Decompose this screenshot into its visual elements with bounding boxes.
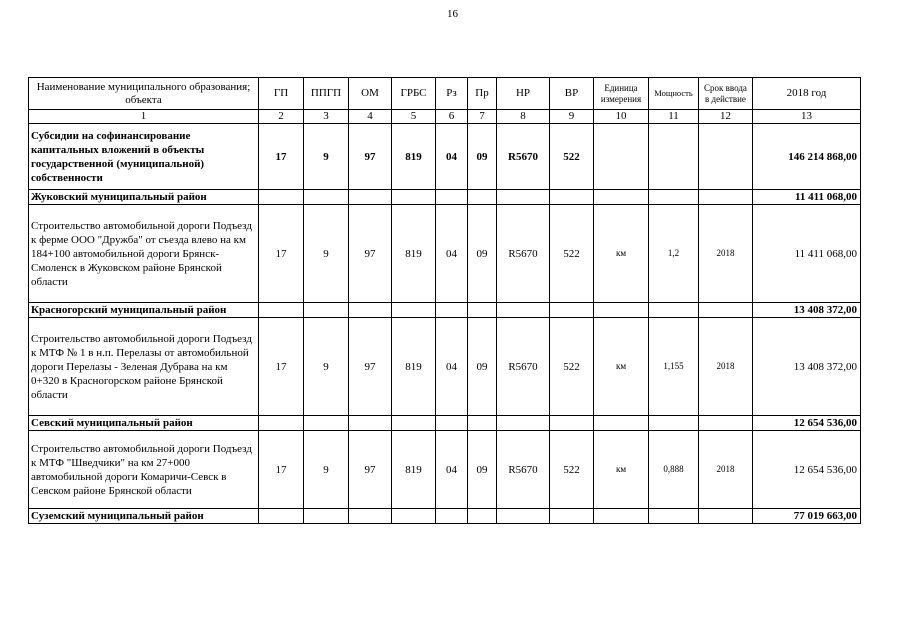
cell-capacity — [649, 124, 699, 190]
header-ppgp: ППГП — [304, 78, 349, 110]
header-nr: НР — [497, 78, 550, 110]
cell-amount: 13 408 372,00 — [753, 303, 861, 318]
col-num: 2 — [259, 110, 304, 124]
cell-unit: км — [594, 318, 649, 416]
cell-vr: 522 — [550, 431, 594, 509]
cell-deadline: 2018 — [699, 431, 753, 509]
column-number-row — [29, 110, 861, 124]
col-num: 9 — [550, 110, 594, 124]
col-num: 8 — [497, 110, 550, 124]
row-name: Строительство автомобильной дороги Подъезд к МТФ № 1 в н.п. Перелазы от автомобильной дороги Перелазы - Зеленая Дубрава на км 0+320 в Красногорском районе Брянской области — [29, 318, 259, 416]
cell-rz: 04 — [436, 318, 468, 416]
cell-nr: R5670 — [497, 431, 550, 509]
col-num: 4 — [349, 110, 392, 124]
cell-gp: 17 — [259, 205, 304, 303]
cell-rz: 04 — [436, 205, 468, 303]
header-vr: ВР — [550, 78, 594, 110]
subsidies-table — [28, 77, 861, 524]
cell-grbs: 819 — [392, 124, 436, 190]
header-pr: Пр — [468, 78, 497, 110]
header-rz: Рз — [436, 78, 468, 110]
row-name: Жуковский муниципальный район — [29, 190, 259, 205]
header-deadline: Срок ввода в действие — [699, 78, 753, 110]
header-gp: ГП — [259, 78, 304, 110]
col-num: 3 — [304, 110, 349, 124]
col-num: 6 — [436, 110, 468, 124]
header-om: ОМ — [349, 78, 392, 110]
cell-om: 97 — [349, 318, 392, 416]
header-year: 2018 год — [753, 78, 861, 110]
table-row — [29, 416, 861, 431]
cell-amount: 12 654 536,00 — [753, 431, 861, 509]
header-name: Наименование муниципального образования; объекта — [29, 78, 259, 110]
cell-om: 97 — [349, 431, 392, 509]
cell-unit — [594, 124, 649, 190]
cell-unit: км — [594, 431, 649, 509]
col-num: 7 — [468, 110, 497, 124]
col-num: 12 — [699, 110, 753, 124]
cell-deadline: 2018 — [699, 205, 753, 303]
cell-amount: 77 019 663,00 — [753, 509, 861, 524]
cell-deadline: 2018 — [699, 318, 753, 416]
page-number: 16 — [447, 8, 458, 20]
cell-ppgp: 9 — [304, 318, 349, 416]
row-name: Строительство автомобильной дороги Подъезд к МТФ "Шведчики" на км 27+000 автомобильной дороги Комаричи-Севск в Севском районе Брянской области — [29, 431, 259, 509]
cell-grbs: 819 — [392, 431, 436, 509]
cell-amount: 146 214 868,00 — [753, 124, 861, 190]
cell-capacity: 0,888 — [649, 431, 699, 509]
cell-amount: 11 411 068,00 — [753, 190, 861, 205]
header-capacity: Мощность — [649, 78, 699, 110]
cell-nr: R5670 — [497, 124, 550, 190]
cell-gp: 17 — [259, 431, 304, 509]
cell-ppgp: 9 — [304, 431, 349, 509]
row-name: Субсидии на софинансирование капитальных вложений в объекты государственной (муниципальной) собственности — [29, 124, 259, 190]
table-row — [29, 431, 861, 509]
cell-om: 97 — [349, 124, 392, 190]
table-row — [29, 303, 861, 318]
table-row — [29, 205, 861, 303]
cell-grbs: 819 — [392, 205, 436, 303]
table-row — [29, 509, 861, 524]
col-num: 10 — [594, 110, 649, 124]
cell-unit: км — [594, 205, 649, 303]
header-grbs: ГРБС — [392, 78, 436, 110]
cell-vr: 522 — [550, 124, 594, 190]
cell-om: 97 — [349, 205, 392, 303]
cell-pr: 09 — [468, 431, 497, 509]
cell-rz: 04 — [436, 124, 468, 190]
col-num: 1 — [29, 110, 259, 124]
cell-gp: 17 — [259, 318, 304, 416]
cell-grbs: 819 — [392, 318, 436, 416]
table-row — [29, 318, 861, 416]
cell-capacity: 1,155 — [649, 318, 699, 416]
col-num: 13 — [753, 110, 861, 124]
col-num: 5 — [392, 110, 436, 124]
cell-ppgp: 9 — [304, 124, 349, 190]
table-row — [29, 190, 861, 205]
cell-deadline — [699, 124, 753, 190]
header-unit: Единица измерения — [594, 78, 649, 110]
row-name: Севский муниципальный район — [29, 416, 259, 431]
row-name: Строительство автомобильной дороги Подъезд к ферме ООО "Дружба" от съезда влево на км 184+100 автомобильной дороги Брянск-Смоленск в Жуковском районе Брянской области — [29, 205, 259, 303]
cell-amount: 11 411 068,00 — [753, 205, 861, 303]
cell-rz: 04 — [436, 431, 468, 509]
cell-ppgp: 9 — [304, 205, 349, 303]
cell-vr: 522 — [550, 318, 594, 416]
cell-pr: 09 — [468, 318, 497, 416]
row-name: Красногорский муниципальный район — [29, 303, 259, 318]
cell-gp: 17 — [259, 124, 304, 190]
row-name: Суземский муниципальный район — [29, 509, 259, 524]
cell-pr: 09 — [468, 205, 497, 303]
header-row — [29, 78, 861, 110]
table-row — [29, 124, 861, 190]
cell-capacity: 1,2 — [649, 205, 699, 303]
cell-amount: 12 654 536,00 — [753, 416, 861, 431]
cell-pr: 09 — [468, 124, 497, 190]
cell-nr: R5670 — [497, 205, 550, 303]
cell-vr: 522 — [550, 205, 594, 303]
col-num: 11 — [649, 110, 699, 124]
cell-amount: 13 408 372,00 — [753, 318, 861, 416]
cell-nr: R5670 — [497, 318, 550, 416]
